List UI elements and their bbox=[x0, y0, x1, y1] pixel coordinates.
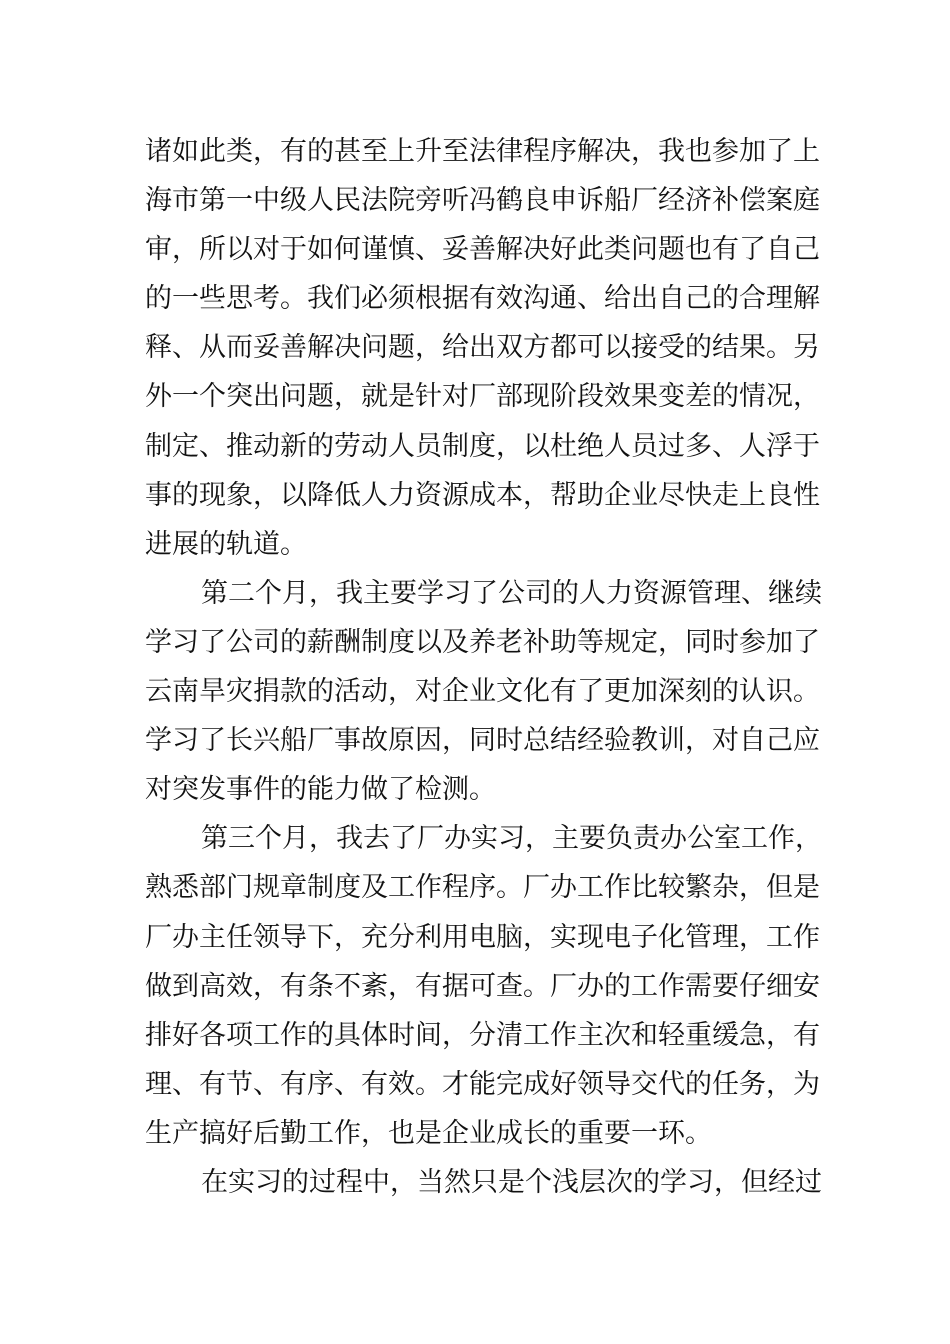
text-line: 做到高效，有条不紊，有据可查。厂办的工作需要仔细安 bbox=[145, 970, 820, 1002]
text-line: 云南旱灾捐款的活动，对企业文化有了更加深刻的认识。 bbox=[145, 676, 820, 708]
body-text bbox=[145, 127, 822, 1207]
text-line: 生产搞好后勤工作，也是企业成长的重要一环。 bbox=[145, 1117, 712, 1149]
paragraph bbox=[145, 569, 822, 814]
text-line: 学习了长兴船厂事故原因，同时总结经验教训，对自己应 bbox=[145, 725, 820, 757]
text-line: 学习了公司的薪酬制度以及养老补助等规定，同时参加了 bbox=[145, 626, 820, 658]
text-line: 熟悉部门规章制度及工作程序。厂办工作比较繁杂，但是 bbox=[145, 872, 820, 904]
text-line: 在实习的过程中，当然只是个浅层次的学习，但经过 bbox=[201, 1166, 822, 1198]
text-line: 第三个月，我去了厂办实习，主要负责办公室工作， bbox=[201, 823, 822, 855]
text-line: 理、有节、有序、有效。才能完成好领导交代的任务，为 bbox=[145, 1068, 820, 1100]
text-line: 制定、推动新的劳动人员制度，以杜绝人员过多、人浮于 bbox=[145, 430, 820, 462]
text-line: 外一个突出问题，就是针对厂部现阶段效果变差的情况， bbox=[145, 381, 820, 413]
paragraph bbox=[145, 127, 820, 569]
text-line: 释、从而妥善解决问题，给出双方都可以接受的结果。另 bbox=[145, 332, 820, 364]
paragraph bbox=[145, 814, 822, 1158]
text-line: 对突发事件的能力做了检测。 bbox=[145, 774, 496, 806]
text-line: 诸如此类，有的甚至上升至法律程序解决，我也参加了上 bbox=[145, 136, 820, 167]
text-line: 排好各项工作的具体时间，分清工作主次和轻重缓急，有 bbox=[145, 1019, 820, 1051]
paragraph bbox=[145, 1158, 822, 1207]
text-line: 进展的轨道。 bbox=[145, 528, 307, 560]
text-line: 的一些思考。我们必须根据有效沟通、给出自己的合理解 bbox=[145, 283, 820, 315]
text-line: 第二个月，我主要学习了公司的人力资源管理、继续 bbox=[201, 577, 822, 609]
text-line: 海市第一中级人民法院旁听冯鹤良申诉船厂经济补偿案庭 bbox=[145, 185, 820, 217]
text-line: 厂办主任领导下，充分利用电脑，实现电子化管理，工作 bbox=[145, 921, 820, 953]
text-line: 事的现象，以降低人力资源成本，帮助企业尽快走上良性 bbox=[145, 479, 820, 511]
text-line: 审，所以对于如何谨慎、妥善解决好此类问题也有了自己 bbox=[145, 234, 820, 266]
